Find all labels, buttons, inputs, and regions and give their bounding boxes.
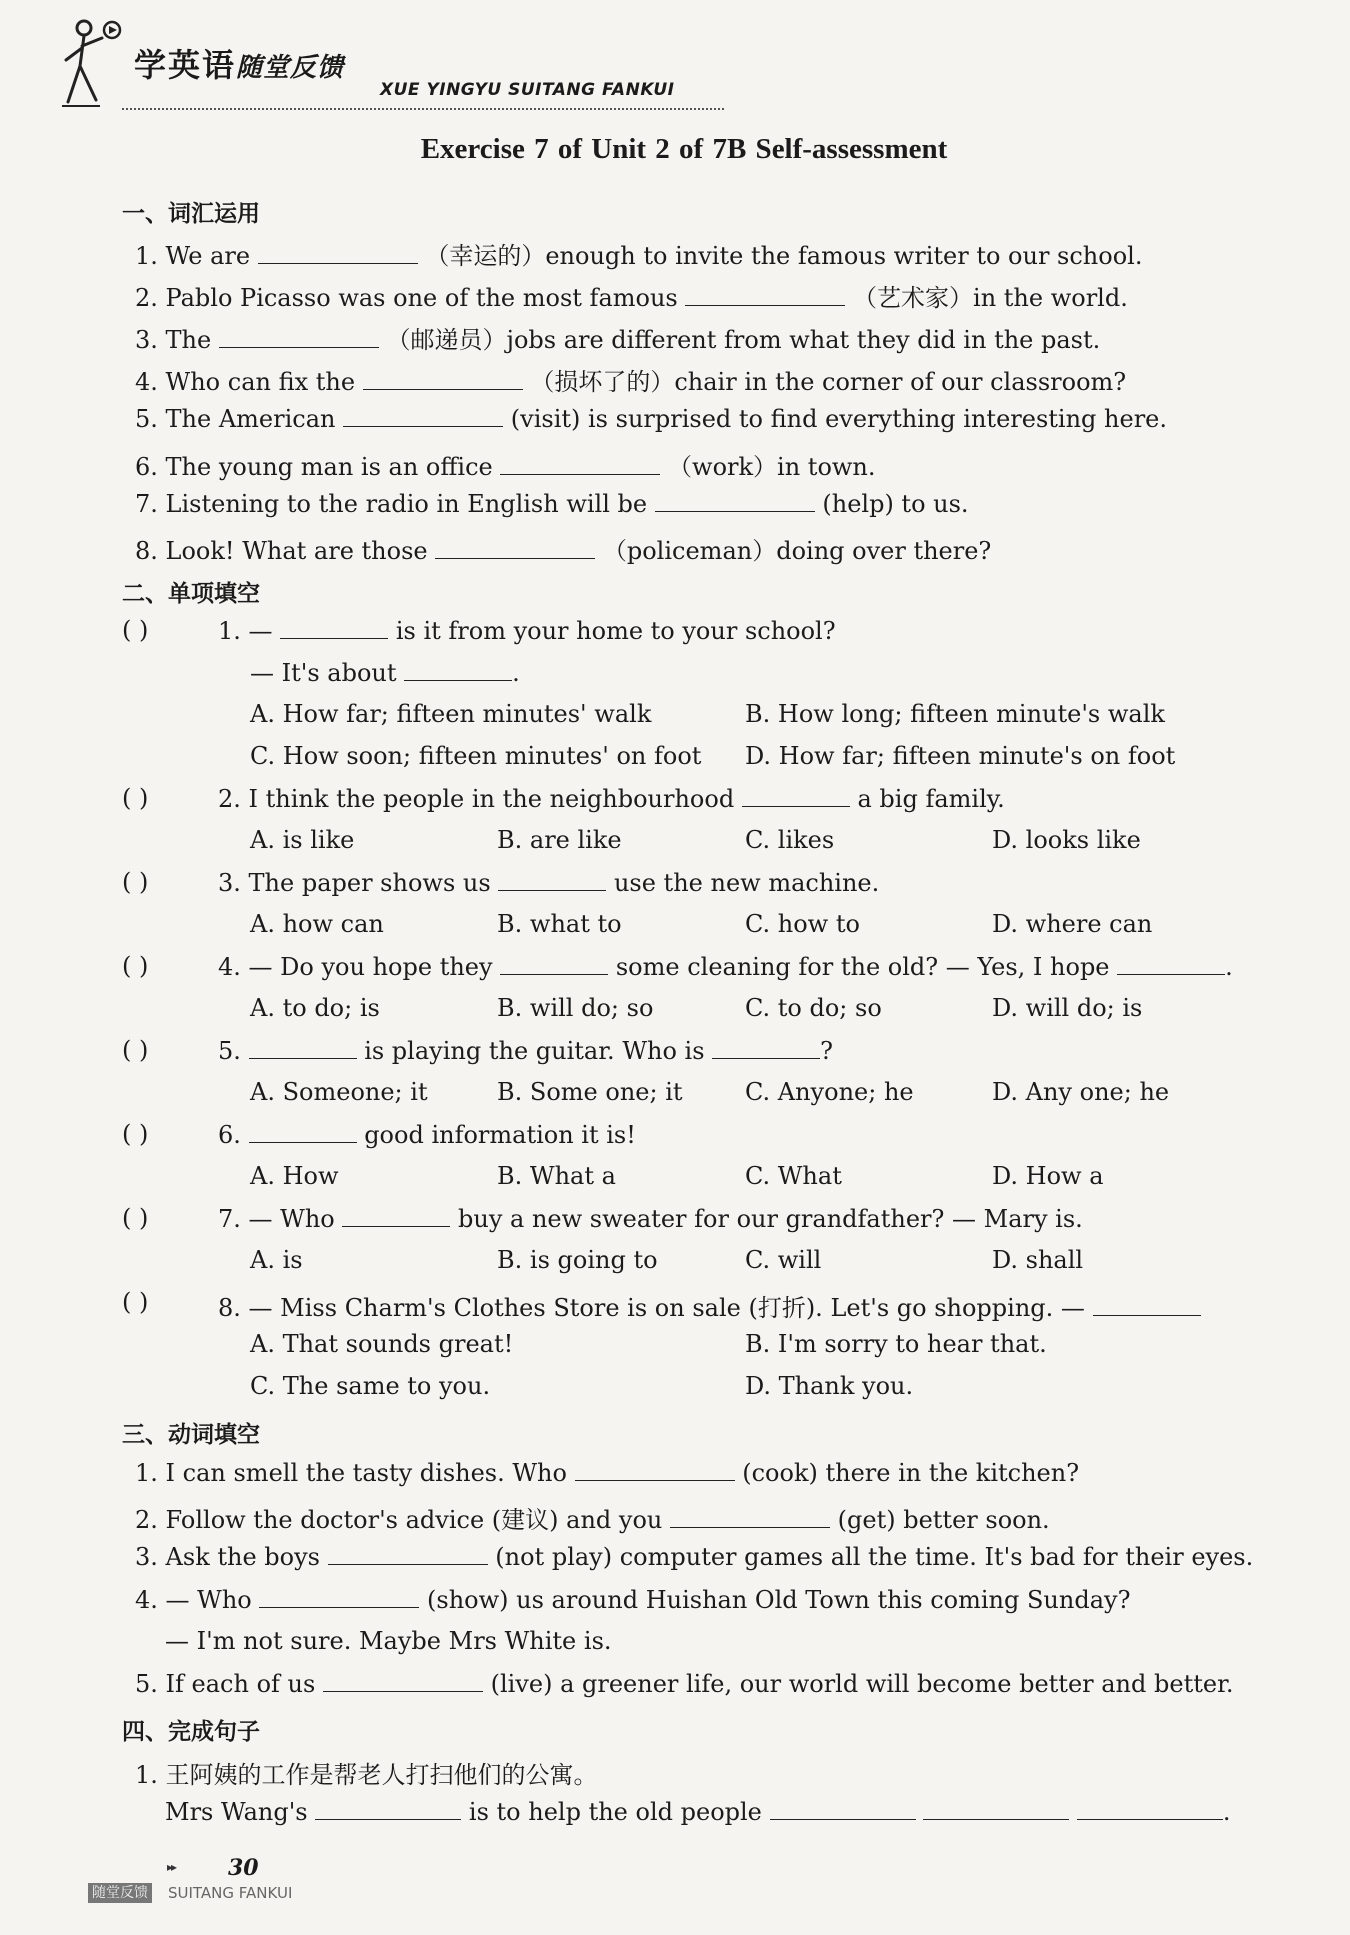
answer-blank[interactable] xyxy=(500,452,660,475)
s1-item-6: 6. The young man is an office （work）in town. xyxy=(135,453,876,481)
answer-paren[interactable]: ( ) xyxy=(122,616,149,644)
s2-q7-option-a: A. is xyxy=(250,1246,303,1274)
s2-q7-option-b: B. is going to xyxy=(497,1246,658,1274)
s2-q8: 8. — Miss Charm's Clothes Store is on sale (打折). Let's go shopping. — xyxy=(218,1288,1201,1323)
answer-blank[interactable] xyxy=(575,1458,735,1481)
answer-blank[interactable] xyxy=(670,1505,830,1528)
s2-q2-option-b: B. are like xyxy=(497,826,622,854)
answer-paren[interactable]: ( ) xyxy=(122,784,149,812)
s3-item-5: 5. If each of us (live) a greener life, our world will become better and better. xyxy=(135,1670,1234,1698)
s2-q4: 4. — Do you hope they some cleaning for the old? — Yes, I hope . xyxy=(218,953,1233,981)
s2-q4-option-d: D. will do; is xyxy=(992,994,1143,1022)
answer-blank[interactable] xyxy=(259,1585,419,1608)
s1-item-4: 4. Who can fix the （损坏了的）chair in the corner of our classroom? xyxy=(135,368,1127,396)
s3-item-1: 1. I can smell the tasty dishes. Who (cook) there in the kitchen? xyxy=(135,1459,1080,1487)
s2-q4-option-c: C. to do; so xyxy=(745,994,882,1022)
s2-q7-option-c: C. will xyxy=(745,1246,822,1274)
answer-blank[interactable] xyxy=(249,1036,357,1059)
s2-q1-option-d: D. How far; fifteen minute's on foot xyxy=(745,742,1176,770)
answer-blank[interactable] xyxy=(770,1797,916,1820)
s3-item-4: 4. — Who (show) us around Huishan Old Town this coming Sunday? xyxy=(135,1586,1131,1614)
answer-blank[interactable] xyxy=(363,367,523,390)
answer-paren[interactable]: ( ) xyxy=(122,1120,149,1148)
s2-q6-option-d: D. How a xyxy=(992,1162,1104,1190)
answer-paren[interactable]: ( ) xyxy=(122,868,149,896)
s2-q1-option-c: C. How soon; fifteen minutes' on foot xyxy=(250,742,702,770)
answer-blank[interactable] xyxy=(328,1542,488,1565)
answer-blank[interactable] xyxy=(498,868,606,891)
header-cn-title: 学英语随堂反馈 xyxy=(134,46,345,84)
s2-q2-option-a: A. is like xyxy=(250,826,355,854)
answer-paren[interactable]: ( ) xyxy=(122,1204,149,1232)
answer-blank[interactable] xyxy=(342,1204,450,1227)
s2-q5: 5. is playing the guitar. Who is ? xyxy=(218,1037,834,1065)
section-4-title: 四、完成句子 xyxy=(122,1719,260,1745)
answer-blank[interactable] xyxy=(323,1669,483,1692)
s1-item-8: 8. Look! What are those （policeman）doing over there? xyxy=(135,537,992,565)
s2-q1-option-b: B. How long; fifteen minute's walk xyxy=(745,700,1165,728)
page-number: 30 xyxy=(228,1855,259,1881)
answer-blank[interactable] xyxy=(500,952,608,975)
answer-blank[interactable] xyxy=(435,536,595,559)
answer-blank[interactable] xyxy=(219,325,379,348)
footer-text: SUITANG FANKUI xyxy=(168,1884,293,1902)
answer-blank[interactable] xyxy=(1077,1797,1223,1820)
answer-blank[interactable] xyxy=(1117,952,1225,975)
section-2-title: 二、单项填空 xyxy=(122,581,260,607)
s3-item-2: 2. Follow the doctor's advice (建议) and you (get) better soon. xyxy=(135,1506,1050,1534)
header-en-title: XUE YINGYU SUITANG FANKUI xyxy=(380,80,675,100)
answer-blank[interactable] xyxy=(280,616,388,639)
section-3-title: 三、动词填空 xyxy=(122,1422,260,1448)
section-1-title: 一、词汇运用 xyxy=(122,201,260,227)
s1-item-1: 1. We are （幸运的）enough to invite the famous writer to our school. xyxy=(135,242,1143,270)
answer-blank[interactable] xyxy=(923,1797,1069,1820)
s2-q5-option-a: A. Someone; it xyxy=(250,1078,428,1106)
header xyxy=(62,12,682,112)
s1-item-3: 3. The （邮递员）jobs are different from what they did in the past. xyxy=(135,326,1101,354)
s2-q5-option-b: B. Some one; it xyxy=(497,1078,683,1106)
s2-q8-option-c: C. The same to you. xyxy=(250,1372,491,1400)
answer-blank[interactable] xyxy=(685,283,845,306)
answer-paren[interactable]: ( ) xyxy=(122,1288,149,1316)
s2-q5-option-c: C. Anyone; he xyxy=(745,1078,914,1106)
s2-q6-option-c: C. What xyxy=(745,1162,842,1190)
s1-item-5: 5. The American (visit) is surprised to find everything interesting here. xyxy=(135,405,1168,433)
s2-q6-option-a: A. How xyxy=(250,1162,339,1190)
s2-q8-option-b: B. I'm sorry to hear that. xyxy=(745,1330,1047,1358)
s2-q7: 7. — Who buy a new sweater for our grandfather? — Mary is. xyxy=(218,1205,1083,1233)
s2-q6-option-b: B. What a xyxy=(497,1162,616,1190)
answer-blank[interactable] xyxy=(343,404,503,427)
answer-blank[interactable] xyxy=(404,658,512,681)
footer-badge: 随堂反馈 xyxy=(88,1883,152,1903)
s2-q3: 3. The paper shows us use the new machine. xyxy=(218,869,880,897)
s4-item-1-english: Mrs Wang's is to help the old people . xyxy=(165,1798,1231,1826)
s2-q3-option-c: C. how to xyxy=(745,910,860,938)
s2-q3-option-d: D. where can xyxy=(992,910,1153,938)
s2-q6: 6. good information it is! xyxy=(218,1121,636,1149)
s2-q4-option-a: A. to do; is xyxy=(250,994,380,1022)
s1-item-7: 7. Listening to the radio in English will be (help) to us. xyxy=(135,490,969,518)
answer-blank[interactable] xyxy=(655,489,815,512)
s3-item-4-reply: — I'm not sure. Maybe Mrs White is. xyxy=(165,1627,612,1655)
s2-q2-option-d: D. looks like xyxy=(992,826,1141,854)
header-divider xyxy=(122,108,724,110)
page-title: Exercise 7 of Unit 2 of 7B Self-assessment xyxy=(420,133,948,165)
answer-blank[interactable] xyxy=(742,784,850,807)
s2-q1-reply: — It's about . xyxy=(250,659,520,687)
runner-logo-icon xyxy=(62,16,122,112)
s2-q4-option-b: B. will do; so xyxy=(497,994,654,1022)
s3-item-3: 3. Ask the boys (not play) computer games all the time. It's bad for their eyes. xyxy=(135,1543,1254,1571)
answer-paren[interactable]: ( ) xyxy=(122,1036,149,1064)
s2-q1: 1. — is it from your home to your school? xyxy=(218,617,836,645)
answer-blank[interactable] xyxy=(712,1036,820,1059)
header-cn-sub: 随堂反馈 xyxy=(236,53,345,83)
s2-q8-option-a: A. That sounds great! xyxy=(250,1330,514,1358)
s4-item-1-chinese: 1. 王阿姨的工作是帮老人打扫他们的公寓。 xyxy=(135,1761,598,1789)
answer-paren[interactable]: ( ) xyxy=(122,952,149,980)
s2-q3-option-b: B. what to xyxy=(497,910,622,938)
answer-blank[interactable] xyxy=(315,1797,461,1820)
s2-q5-option-d: D. Any one; he xyxy=(992,1078,1170,1106)
s2-q2-option-c: C. likes xyxy=(745,826,835,854)
s2-q7-option-d: D. shall xyxy=(992,1246,1084,1274)
s2-q8-option-d: D. Thank you. xyxy=(745,1372,914,1400)
answer-blank[interactable] xyxy=(258,241,418,264)
answer-blank[interactable] xyxy=(1093,1293,1201,1316)
page-arrow-icon: ▸▸ xyxy=(167,1860,176,1874)
s1-item-2: 2. Pablo Picasso was one of the most famous （艺术家）in the world. xyxy=(135,284,1128,312)
s2-q2: 2. I think the people in the neighbourhood a big family. xyxy=(218,785,1005,813)
s2-q3-option-a: A. how can xyxy=(250,910,384,938)
s2-q1-option-a: A. How far; fifteen minutes' walk xyxy=(250,700,652,728)
answer-blank[interactable] xyxy=(249,1120,357,1143)
